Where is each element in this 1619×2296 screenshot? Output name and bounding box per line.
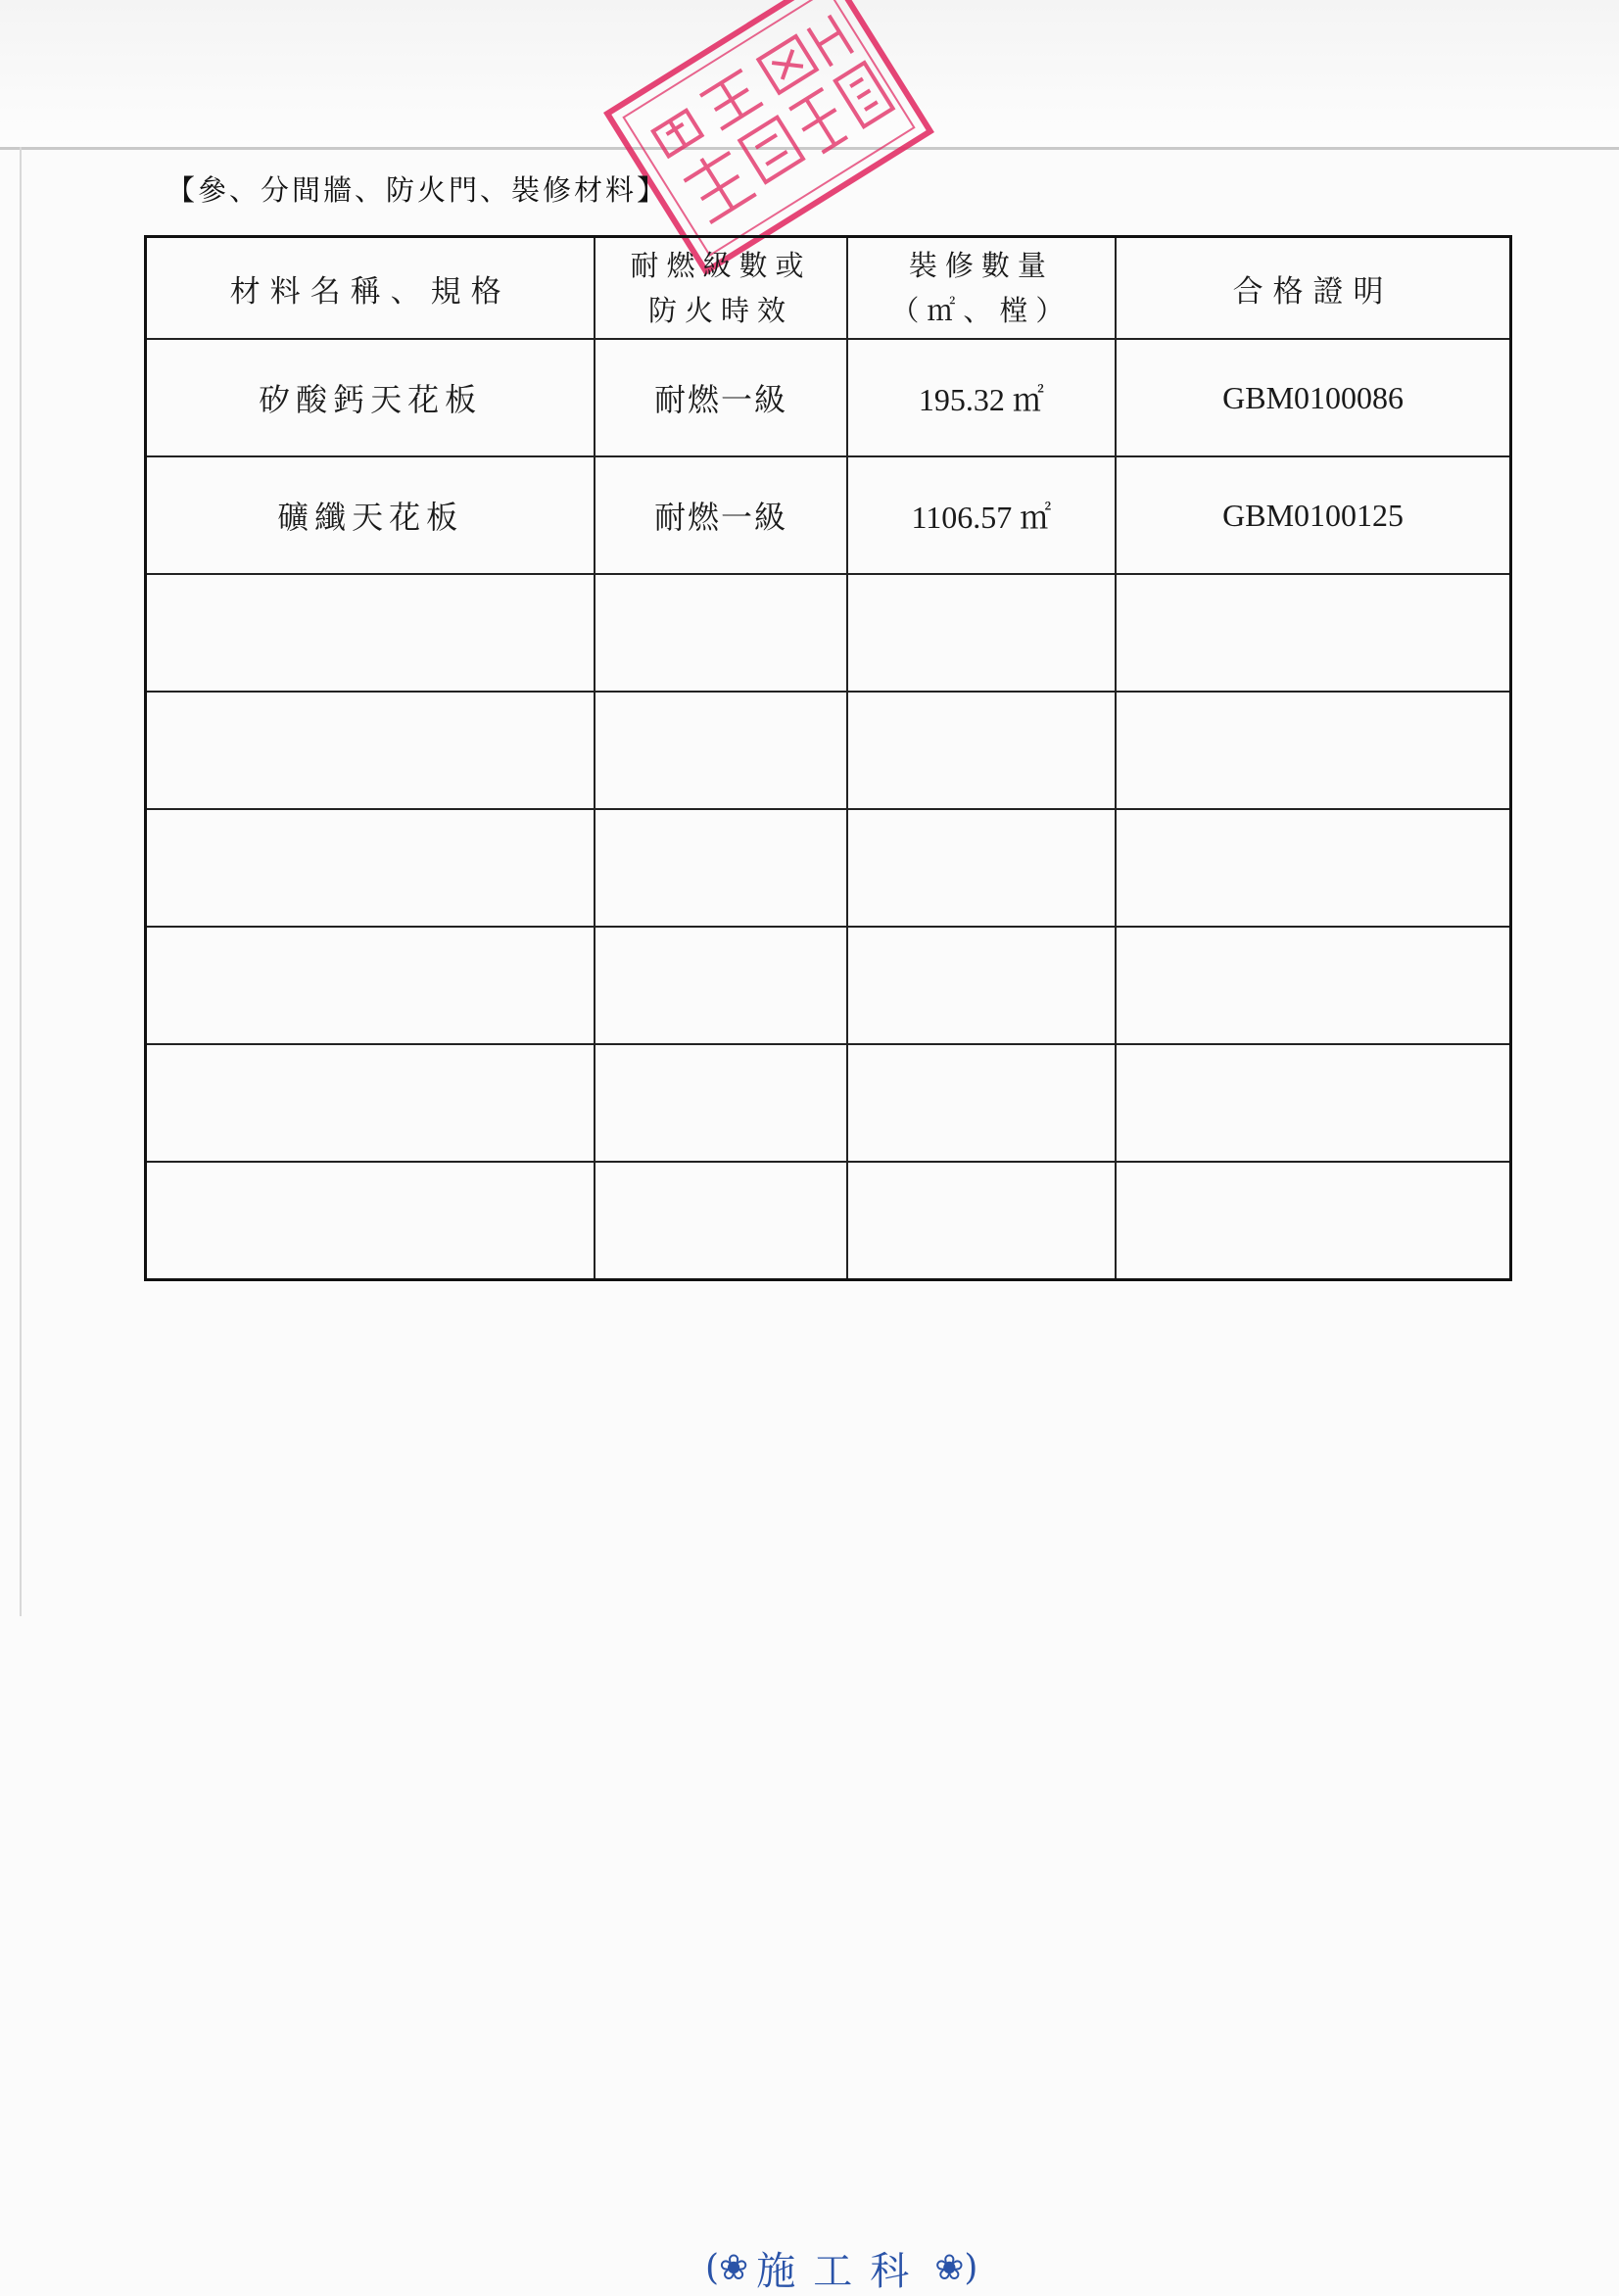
cell-certificate bbox=[1116, 574, 1510, 692]
cell-material-name bbox=[146, 1162, 595, 1280]
cell-certificate bbox=[1116, 1044, 1510, 1162]
cell-material-name bbox=[146, 809, 595, 927]
table-row bbox=[146, 809, 1511, 927]
cell-quantity bbox=[847, 809, 1117, 927]
cell-fire-rating bbox=[595, 809, 846, 927]
cell-material-name bbox=[146, 1044, 595, 1162]
table-header-row bbox=[146, 237, 1511, 340]
table-row bbox=[146, 1044, 1511, 1162]
header-quantity bbox=[847, 237, 1117, 340]
cell-quantity bbox=[847, 692, 1117, 809]
header-certificate: 合格證明 bbox=[1116, 237, 1510, 340]
seal-text: 施工科 bbox=[756, 2248, 928, 2294]
cell-material-name: 矽酸鈣天花板 bbox=[146, 339, 595, 456]
cell-quantity bbox=[847, 574, 1117, 692]
materials-table bbox=[144, 235, 1512, 1281]
cell-quantity bbox=[847, 927, 1117, 1044]
cell-certificate bbox=[1116, 809, 1510, 927]
header-fire-rating-line2: 防火時效 bbox=[647, 294, 793, 327]
cell-fire-rating bbox=[595, 927, 846, 1044]
cell-certificate: GBM0100125 bbox=[1116, 456, 1510, 574]
cell-material-name bbox=[146, 927, 595, 1044]
table-row bbox=[146, 456, 1511, 574]
left-page-edge bbox=[20, 147, 22, 1616]
header-fire-rating-line1: 耐燃級數或 bbox=[630, 249, 812, 282]
table-row bbox=[146, 1162, 1511, 1280]
seal-left-ornament-icon: (❀ bbox=[705, 2247, 749, 2288]
cell-material-name: 礦纖天花板 bbox=[146, 456, 595, 574]
section-title: 【參、分間牆、防火門、裝修材料】 bbox=[167, 173, 669, 207]
cell-quantity bbox=[847, 1044, 1117, 1162]
cell-certificate bbox=[1116, 1162, 1510, 1280]
header-fire-rating bbox=[595, 237, 846, 340]
cell-certificate bbox=[1116, 692, 1510, 809]
cell-quantity bbox=[847, 1162, 1117, 1280]
cell-material-name bbox=[146, 692, 595, 809]
header-quantity-line1: 裝修數量 bbox=[908, 249, 1054, 282]
cell-certificate bbox=[1116, 927, 1510, 1044]
cell-fire-rating bbox=[595, 1044, 846, 1162]
cell-fire-rating: 耐燃一級 bbox=[595, 339, 846, 456]
header-material-name: 材料名稱、規格 bbox=[146, 237, 595, 340]
cell-fire-rating: 耐燃一級 bbox=[595, 456, 846, 574]
footer-department-seal bbox=[705, 2245, 978, 2294]
cell-fire-rating bbox=[595, 1162, 846, 1280]
table-row bbox=[146, 574, 1511, 692]
cell-fire-rating bbox=[595, 574, 846, 692]
table-row bbox=[146, 692, 1511, 809]
seal-right-ornament-icon: ❀) bbox=[934, 2247, 978, 2288]
cell-quantity: 1106.57 ㎡ bbox=[847, 456, 1117, 574]
table-row bbox=[146, 339, 1511, 456]
cell-material-name bbox=[146, 574, 595, 692]
header-quantity-line2: （㎡、樘） bbox=[890, 294, 1072, 327]
cell-certificate: GBM0100086 bbox=[1116, 339, 1510, 456]
cell-quantity: 195.32 ㎡ bbox=[847, 339, 1117, 456]
table-row bbox=[146, 927, 1511, 1044]
cell-fire-rating bbox=[595, 692, 846, 809]
